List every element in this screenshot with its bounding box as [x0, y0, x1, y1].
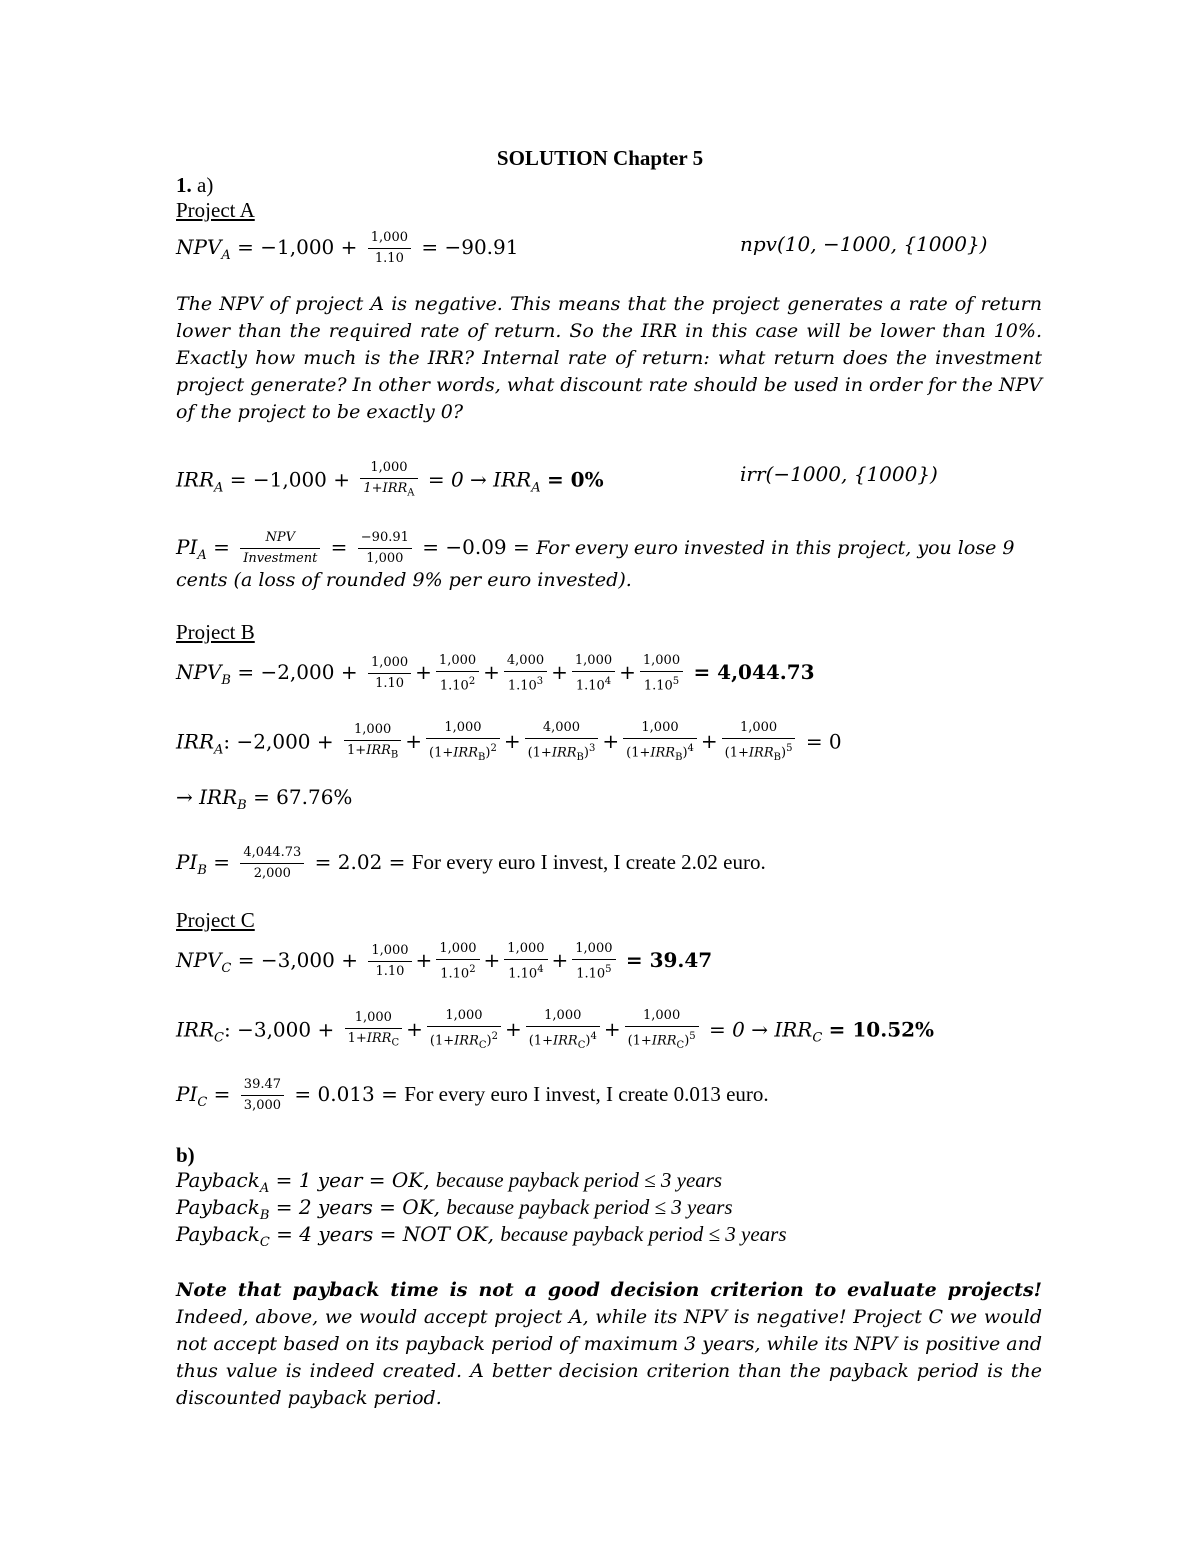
irr-term-var: IRR	[366, 743, 391, 759]
payback-note-rest: Indeed, above, we would accept project A, while its NPV is negative! Project C we would not accept based on its payback period of maximum 3 years, while its NPV is positive and thus value is indeed created. A better decision criterion than the payback period is the discounted payback period.	[176, 1306, 1042, 1409]
irr-a-start: = −1,000 +	[229, 467, 351, 492]
irr-term-num: 1,000	[427, 1008, 501, 1027]
irr-term-fraction	[722, 720, 796, 766]
pi-a-text: For every euro invested in this project, you lose 9	[536, 537, 1015, 559]
irr-term-fraction	[525, 720, 599, 766]
irr-term-fraction	[426, 720, 500, 766]
irr-term-num: 1,000	[344, 722, 401, 741]
irr-term-num: 1,000	[345, 1010, 403, 1029]
payback-lhs: Payback	[176, 1195, 260, 1219]
irr-term-fraction	[344, 722, 401, 764]
pi-c-equation: $PI_C$ = $\frac{39.47}{3,000}$ = 0.013 = For every euro I invest, I create 0.013 euro.	[176, 1077, 769, 1113]
npv-term-fraction	[640, 653, 683, 694]
question-label	[176, 173, 213, 197]
irr-term-fraction	[625, 1008, 699, 1054]
irr-term-num: 1,000	[625, 1008, 699, 1027]
irr-term-num: 1,000	[722, 720, 796, 739]
page-title: SOLUTION Chapter 5	[496, 146, 704, 170]
irr-a-fraction	[360, 460, 417, 502]
irr-a-result: = 0 → IRR	[427, 467, 532, 492]
irr-b-eq: = 0	[805, 729, 842, 754]
npv-term-num: 1,000	[504, 941, 547, 960]
npv-term-fraction	[504, 941, 547, 982]
plus-sign: +	[405, 729, 423, 754]
npv-term-fraction	[436, 653, 479, 694]
irr-term-exp: 2	[491, 1031, 498, 1042]
irr-b-final: → $IRR_B = 67.76\%$	[176, 785, 353, 813]
payback-sub: B	[259, 1208, 270, 1223]
payback-eq: = 4 years = NOT OK,	[269, 1222, 501, 1246]
payback-note	[176, 1277, 1042, 1412]
npv-a-fraction	[368, 230, 411, 267]
plus-sign: +	[483, 948, 501, 973]
irr-term-den: $(1+IRR_B)^4$	[626, 743, 694, 763]
irr-term-fraction	[427, 1008, 501, 1054]
irr-a-den: $1+IRR_A$	[363, 481, 415, 499]
payback-sub: C	[259, 1235, 270, 1250]
irr-term-var: IRR	[552, 1033, 578, 1049]
irr-term-exp: 4	[687, 743, 694, 754]
irr-term-den: $(1+IRR_B)^2$	[429, 743, 497, 763]
irr-term-sub: B	[478, 751, 486, 763]
npv-term-fraction	[436, 941, 479, 982]
irr-term-den: $(1+IRR_C)^2$	[429, 1031, 498, 1051]
irr-a-result-value: = 0%	[546, 467, 604, 492]
irr-a-num: 1,000	[360, 460, 417, 479]
irr-term-var: IRR	[551, 745, 577, 761]
npv-c-equation: $NPV_C = -3,000$ + $\frac{1,000}{1.10}$ + $\frac{1,000}{1.10^2}$ + $\frac{1,000}{1.10^4}$ + $\frac{1,000}{1.10^5}$ = 39.47	[176, 941, 713, 982]
npv-term-den: 1.10	[375, 964, 405, 980]
irr-term-fraction	[623, 720, 697, 766]
npv-term-num: 1,000	[572, 653, 615, 672]
payback-note-text: because payback period ≤ 3 years	[435, 1168, 723, 1192]
irr-term-sub: C	[676, 1039, 685, 1051]
npv-term-den: 1.10	[375, 676, 405, 692]
plus-sign: +	[603, 1017, 621, 1042]
npv-a-sub: A	[221, 248, 231, 263]
npv-a-excel: npv(10, −1000, {1000})	[740, 232, 988, 256]
irr-term-var: IRR	[748, 745, 774, 761]
pi-a-sub: A	[197, 548, 207, 563]
npv-term-num: 1,000	[572, 941, 615, 960]
plus-sign: +	[551, 660, 568, 685]
npv-term-exp: 5	[605, 964, 612, 975]
irr-b-equation: $IRR_A$: −2,000 + 1,000 $1+IRR_B$ + 1,000 $(1+IRR_B)^2$ + 4,000 $(1+IRR_B)^3$ + 1,000 $(1+IRR_B)^4$ + 1,000 $(1+IRR_B)^5$ = 0	[176, 720, 842, 766]
irr-c-terms	[341, 1008, 703, 1051]
irr-a-equation	[176, 460, 604, 502]
npv-term-exp: 2	[468, 676, 476, 687]
npv-term-exp: 4	[604, 676, 612, 687]
irr-term-den: $(1+IRR_C)^5$	[627, 1031, 696, 1051]
irr-term-exp: 5	[689, 1031, 696, 1042]
npv-a-result: = −90.91	[421, 235, 519, 259]
plus-sign: +	[503, 729, 521, 754]
npv-a-lhs: NPV	[176, 235, 222, 259]
npv-term-num: 1,000	[368, 943, 411, 962]
irr-term-sub: B	[390, 749, 399, 761]
npv-term-fraction	[572, 941, 615, 982]
npv-term-den: 1.10$^2$	[439, 676, 476, 694]
npv-term-den: 1.10$^4$	[508, 964, 544, 982]
irr-term-fraction	[345, 1010, 403, 1052]
irr-a-result-sub: A	[531, 480, 541, 496]
irr-term-var: IRR	[650, 745, 676, 761]
pi-b-fraction: $\frac{4,044.73}{2,000}$	[240, 845, 304, 882]
pi-a-equation: $PI_A$ = NPV Investment = $\frac{-90.91}{1,000}$ = −0.09 = For every euro invested in this project, you lose 9	[176, 530, 1015, 566]
npv-term-den: 1.10$^5$	[643, 676, 680, 694]
payback-note-bold: Note that payback time is not a good decision criterion to evaluate projects!	[176, 1279, 1042, 1301]
irr-term-sub: B	[773, 751, 781, 763]
payback-lhs: Payback	[176, 1168, 260, 1192]
pi-c-fraction: $\frac{39.47}{3,000}$	[241, 1077, 284, 1114]
npv-term-den: 1.10$^4$	[575, 676, 612, 694]
payback-note-text: because payback period ≤ 3 years	[500, 1222, 787, 1246]
npv-term-num: 1,000	[436, 941, 479, 960]
plus-sign: +	[415, 948, 433, 973]
irr-term-num: 1,000	[623, 720, 697, 739]
npv-a-den: 1.10	[374, 251, 404, 266]
part-b-label: b)	[176, 1143, 195, 1167]
npv-a-equation	[176, 230, 518, 268]
pi-c-text: For every euro I invest, I create 0.013 euro.	[404, 1082, 769, 1106]
plus-sign: +	[602, 729, 620, 754]
npv-a-num: 1,000	[368, 230, 411, 249]
npv-term-fraction	[572, 653, 615, 694]
part-a-label: a)	[197, 173, 214, 197]
irr-c-equation: $IRR_C$: −3,000 + 1,000 $1+IRR_C$ + 1,000 $(1+IRR_C)^2$ + 1,000 $(1+IRR_C)^4$ + 1,000 $(1+IRR_C)^5$ = $0 \to IRR_C = 10.52\%$	[176, 1008, 934, 1054]
plus-sign: +	[483, 660, 500, 685]
npv-term-den: 1.10$^2$	[440, 964, 476, 982]
npv-c-terms	[364, 941, 619, 982]
irr-term-exp: 5	[786, 743, 793, 754]
irr-term-exp: 3	[588, 743, 596, 754]
pi-a-fraction-1: NPV Investment	[240, 530, 320, 567]
payback-line	[176, 1222, 787, 1255]
irr-term-den: $1+IRR_C$	[347, 1031, 400, 1049]
irr-term-sub: C	[577, 1039, 586, 1051]
irr-term-var: IRR	[453, 745, 478, 761]
project-b-heading: Project B	[176, 620, 255, 644]
payback-eq: = 2 years = OK,	[269, 1195, 447, 1219]
npv-term-exp: 5	[672, 676, 680, 687]
irr-term-den: $(1+IRR_B)^5$	[724, 743, 793, 763]
irr-a-lhs: IRR	[176, 467, 215, 492]
npv-term-num: 1,000	[436, 653, 479, 672]
irr-a-excel: irr(−1000, {1000})	[740, 462, 938, 486]
plus-sign: +	[551, 948, 569, 973]
irr-term-sub: C	[478, 1039, 487, 1051]
irr-term-sub: C	[391, 1037, 400, 1049]
plus-sign: +	[700, 729, 718, 754]
irr-term-var: IRR	[366, 1031, 392, 1047]
pi-a-text-cont: cents (a loss of rounded 9% per euro invested).	[176, 569, 632, 591]
question-number: 1.	[176, 173, 192, 197]
irr-term-num: 1,000	[426, 720, 500, 739]
pi-b-text: For every euro I invest, I create 2.02 euro.	[411, 850, 766, 874]
payback-note-text: because payback period ≤ 3 years	[446, 1195, 733, 1219]
project-c-heading: Project C	[176, 908, 255, 932]
npv-b-equation: $NPV_B = -2,000$ + $\frac{1,000}{1.10}$ + $\frac{1,000}{1.10^2}$ + $\frac{4,000}{1.10^3}$ + $\frac{1,000}{1.10^4}$ + $\frac{1,000}{1.10^5}$ = 4,044.73	[176, 653, 815, 694]
npv-term-fraction	[368, 655, 411, 692]
npv-term-num: 1,000	[640, 653, 683, 672]
plus-sign: +	[504, 1017, 522, 1042]
pi-a-fraction-2: $\frac{-90.91}{1,000}$	[358, 530, 412, 567]
payback-lhs: Payback	[176, 1222, 260, 1246]
npv-term-exp: 3	[536, 676, 544, 687]
payback-sub: A	[259, 1181, 270, 1196]
plus-sign: +	[406, 1017, 423, 1042]
npv-c-result: = 39.47	[625, 948, 713, 973]
irr-term-sub: B	[675, 751, 683, 763]
irr-term-var: IRR	[651, 1033, 677, 1049]
project-a-heading: Project A	[176, 198, 255, 222]
pi-a-lhs: PI	[176, 535, 198, 559]
npv-term-exp: 2	[469, 964, 476, 975]
npv-a-start: = −1,000 +	[237, 235, 358, 259]
plus-sign: +	[619, 660, 636, 685]
irr-term-den: $1+IRR_B$	[347, 743, 399, 761]
project-a-explanation: The NPV of project A is negative. This means that the project generates a rate of return lower than the required rate of return. So the IRR in this case will be lower than 10%. Exactly how much is the IRR? Internal rate of return: what return does the investment project generate? In other words, what discount rate should be used in order for the NPV of the project to be exactly 0?	[176, 293, 1042, 423]
pi-a-result: = −0.09 =	[422, 535, 530, 559]
pi-b-equation: $PI_B$ = $\frac{4,044.73}{2,000}$ = 2.02 = For every euro I invest, I create 2.02 euro.	[176, 845, 766, 881]
npv-term-exp: 4	[537, 964, 544, 975]
irr-term-num: 1,000	[526, 1008, 600, 1027]
npv-b-result: = 4,044.73	[693, 660, 815, 685]
npv-term-den: 1.10$^3$	[507, 676, 544, 694]
irr-term-exp: 2	[490, 743, 497, 754]
payback-eq: = 1 year = OK,	[269, 1168, 436, 1192]
npv-term-fraction	[504, 653, 547, 694]
irr-term-var: IRR	[454, 1033, 479, 1049]
npv-term-den: 1.10$^5$	[576, 964, 612, 982]
plus-sign: +	[415, 660, 432, 685]
npv-term-fraction	[368, 943, 411, 980]
irr-term-exp: 4	[590, 1031, 597, 1042]
npv-term-num: 4,000	[504, 653, 547, 672]
irr-term-num: 4,000	[525, 720, 599, 739]
irr-term-fraction	[526, 1008, 600, 1054]
npv-term-num: 1,000	[368, 655, 411, 674]
irr-a-sub: A	[214, 480, 224, 496]
irr-term-den: $(1+IRR_C)^4$	[528, 1031, 597, 1051]
irr-term-den: $(1+IRR_B)^3$	[527, 743, 596, 763]
irr-term-sub: B	[576, 751, 584, 763]
